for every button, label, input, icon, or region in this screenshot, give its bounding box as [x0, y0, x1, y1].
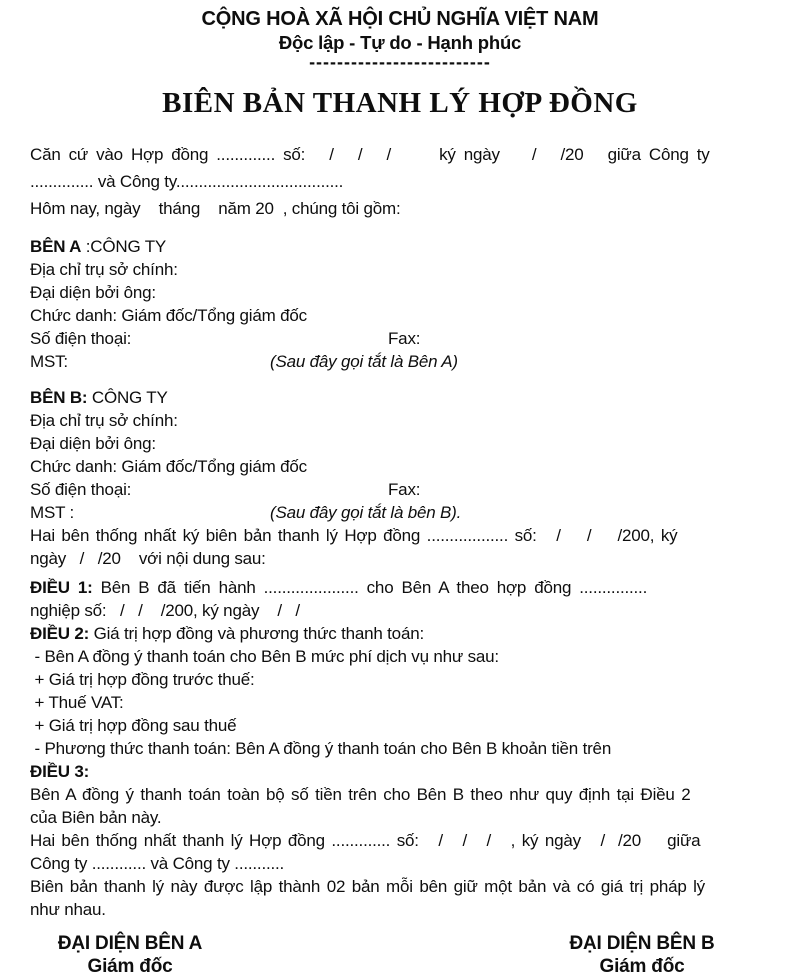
party-b-address: Địa chỉ trụ sở chính:	[30, 411, 178, 430]
party-a-heading	[30, 235, 770, 258]
intro-line-2: .............. và Công ty.....................................	[30, 172, 344, 191]
party-a-section	[30, 235, 770, 373]
party-a-alias-note: (Sau đây gọi tắt là Bên A)	[270, 352, 458, 371]
party-a-address: Địa chỉ trụ sở chính:	[30, 260, 178, 279]
article-3-line-2: của Biên bản này.	[30, 808, 162, 827]
article-2-item-payment-terms: - Bên A đồng ý thanh toán cho Bên B mức phí dịch vụ như sau:	[30, 647, 499, 666]
signature-row	[30, 932, 770, 972]
article-2-item-vat: + Thuế VAT:	[30, 693, 124, 712]
party-a-fax-label: Fax:	[388, 329, 421, 348]
article-2-heading	[30, 622, 770, 645]
signature-party-a-title: ĐẠI DIỆN BÊN A	[57, 933, 203, 954]
closing-paragraph	[30, 829, 770, 921]
divider-dashes: --------------------------	[309, 52, 491, 72]
party-b-alias-note: (Sau đây gọi tắt là bên B).	[270, 503, 462, 522]
article-1-line-1	[30, 576, 770, 599]
closing-line-4: như nhau.	[30, 900, 106, 919]
party-a-tax-line	[30, 350, 770, 373]
party-a-heading-rest: :CÔNG TY	[81, 237, 167, 256]
article-2-item-pre-tax: + Giá trị hợp đồng trước thuế:	[30, 670, 255, 689]
party-b-heading	[30, 386, 770, 409]
article-1-line-2: nghiệp số: / / /200, ký ngày / /	[30, 601, 300, 620]
article-2-label: ĐIỀU 2:	[30, 624, 90, 643]
party-a-label: BÊN A	[30, 237, 82, 256]
article-3-label: ĐIỀU 3:	[30, 762, 90, 781]
agreement-line-2: ngày / /20 với nội dung sau:	[30, 549, 266, 568]
article-2-item-post-tax: + Giá trị hợp đồng sau thuế	[30, 716, 237, 735]
party-b-heading-rest: CÔNG TY	[87, 388, 168, 407]
signature-party-b-title: ĐẠI DIỆN BÊN B	[569, 933, 715, 954]
agreement-statement	[30, 524, 770, 570]
party-b-tax-line	[30, 501, 770, 524]
party-b-tax-label: MST :	[30, 503, 75, 522]
agreement-line-1: Hai bên thống nhất ký biên bản thanh lý Hợp đồng .................. số: / / /200, ký	[30, 526, 678, 545]
party-b-phone-label: Số điện thoại:	[30, 480, 132, 499]
party-b-representative: Đại diện bởi ông:	[30, 434, 156, 453]
party-b-section	[30, 386, 770, 524]
intro-line-1: Căn cứ vào Hợp đồng ............. số: / / / ký ngày / /20 giữa Công ty	[30, 145, 710, 164]
intro-paragraph	[30, 141, 770, 222]
article-2-heading-text: Giá trị hợp đồng và phương thức thanh toán:	[89, 624, 424, 643]
document-title: BIÊN BẢN THANH LÝ HỢP ĐỒNG	[162, 87, 638, 119]
national-header: CỘNG HOÀ XÃ HỘI CHỦ NGHĨA VIỆT NAM	[201, 8, 599, 30]
party-b-fax-label: Fax:	[388, 480, 421, 499]
signature-party-b-role: Giám đốc	[599, 956, 685, 972]
party-a-tax-label: MST:	[30, 352, 68, 371]
party-b-position: Chức danh: Giám đốc/Tổng giám đốc	[30, 457, 307, 476]
article-1-text: Bên B đã tiến hành ..................... cho Bên A theo hợp đồng ...............	[92, 578, 648, 597]
signature-party-b	[542, 932, 742, 972]
article-1	[30, 576, 770, 622]
article-1-label: ĐIỀU 1:	[30, 578, 93, 597]
party-b-label: BÊN B:	[30, 388, 88, 407]
intro-line-3: Hôm nay, ngày tháng năm 20 , chúng tôi gồm:	[30, 199, 401, 218]
party-b-phone-fax	[30, 478, 770, 501]
article-2-item-method: - Phương thức thanh toán: Bên A đồng ý thanh toán cho Bên B khoản tiền trên	[30, 739, 612, 758]
article-2	[30, 622, 770, 760]
closing-line-1: Hai bên thống nhất thanh lý Hợp đồng ............. số: / / / , ký ngày / /20 giữa	[30, 831, 701, 850]
party-a-representative: Đại diện bởi ông:	[30, 283, 156, 302]
closing-line-2: Công ty ............ và Công ty ...........	[30, 854, 285, 873]
article-3-line-1: Bên A đồng ý thanh toán toàn bộ số tiền trên cho Bên B theo như quy định tại Điều 2	[30, 785, 691, 804]
party-a-phone-fax	[30, 327, 770, 350]
closing-line-3: Biên bản thanh lý này được lập thành 02 bản mỗi bên giữ một bản và có giá trị pháp lý	[30, 877, 705, 896]
signature-party-a	[30, 932, 230, 972]
party-a-position: Chức danh: Giám đốc/Tổng giám đốc	[30, 306, 307, 325]
article-3	[30, 760, 770, 829]
party-a-phone-label: Số điện thoại:	[30, 329, 132, 348]
signature-party-a-role: Giám đốc	[87, 956, 173, 972]
national-motto: Độc lập - Tự do - Hạnh phúc	[278, 32, 522, 53]
